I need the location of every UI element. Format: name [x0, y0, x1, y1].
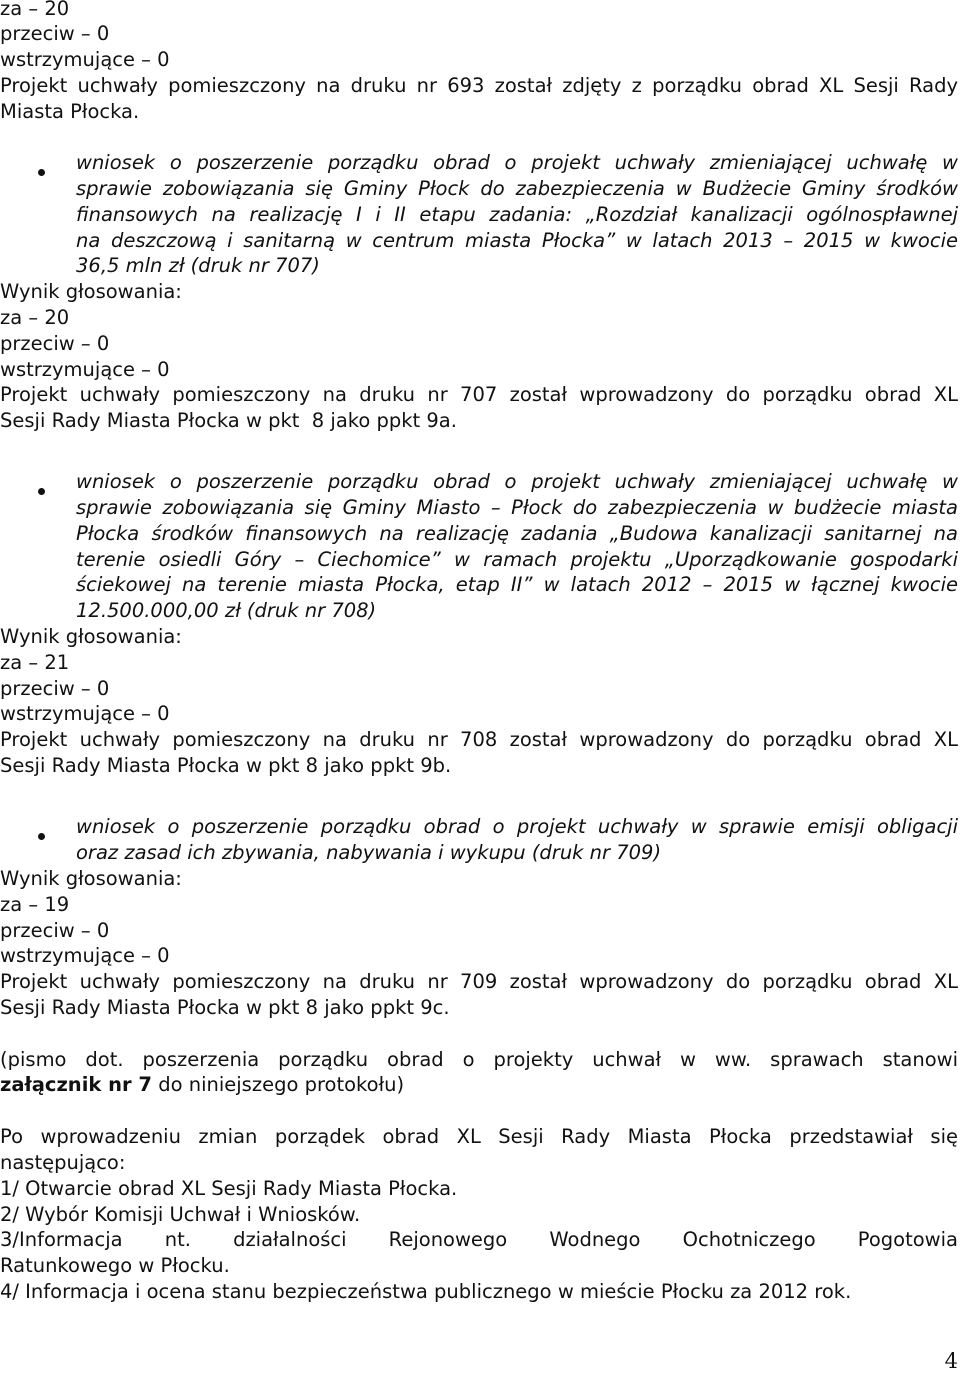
- vote-abstain: wstrzymujące – 0: [0, 702, 170, 725]
- bullet-icon: [38, 169, 45, 176]
- motion-line: 36,5 mln zł (druk nr 707): [76, 254, 320, 277]
- attachment-note: [0, 1072, 404, 1098]
- motion-line: sprawie zobowiązania się Gminy Miasto – Płock do zabezpieczenia w budżecie miasta: [76, 496, 958, 519]
- vote-result-heading: Wynik głosowania:: [0, 280, 182, 303]
- agenda-item: 4/ Informacja i ocena stanu bezpieczeństwa publicznego w mieście Płocku za 2012 rok.: [0, 1280, 852, 1303]
- motion-line: wniosek o poszerzenie porządku obrad o projekt uchwały zmieniającej uchwałę w: [76, 151, 958, 174]
- resolution-text: Miasta Płocka.: [0, 100, 140, 123]
- vote-for: za – 19: [0, 893, 70, 916]
- motion-line: Płocka środków finansowych na realizację zadania „Budowa kanalizacji sanitarnej na: [76, 522, 958, 545]
- motion-line: ściekowej na terenie miasta Płocka, etap II” w latach 2012 – 2015 w łącznej kwocie: [76, 573, 958, 596]
- vote-for: za – 20: [0, 306, 70, 329]
- agenda-item: Ratunkowego w Płocku.: [0, 1254, 230, 1277]
- vote-against: przeciw – 0: [0, 22, 110, 45]
- motion-line: wniosek o poszerzenie porządku obrad o projekt uchwały zmieniającej uchwałę w: [76, 470, 958, 493]
- motion-line: na deszczową i sanitarną w centrum miasta Płocka” w latach 2013 – 2015 w kwocie: [76, 229, 958, 252]
- agenda-item: 1/ Otwarcie obrad XL Sesji Rady Miasta Płocka.: [0, 1177, 458, 1200]
- attachment-ref: załącznik nr 7: [0, 1073, 152, 1096]
- resolution-text: Sesji Rady Miasta Płocka w pkt 8 jako ppkt 9c.: [0, 996, 450, 1019]
- bullet-icon: [38, 488, 45, 495]
- agenda-item: 2/ Wybór Komisji Uchwał i Wniosków.: [0, 1203, 361, 1226]
- motion-line: wniosek o poszerzenie porządku obrad o projekt uchwały w sprawie emisji obligacji: [76, 815, 958, 838]
- resolution-text: Sesji Rady Miasta Płocka w pkt 8 jako ppkt 9b.: [0, 754, 452, 777]
- attachment-note: (pismo dot. poszerzenia porządku obrad o projekty uchwał w ww. sprawach stanowi: [0, 1048, 958, 1071]
- vote-against: przeciw – 0: [0, 677, 110, 700]
- motion-line: sprawie zobowiązania się Gminy Płock do zabezpieczenia w Budżecie Gminy środków: [76, 177, 958, 200]
- attachment-note-rest: do niniejszego protokołu): [152, 1073, 405, 1096]
- agenda-item: 3/Informacja nt. działalności Rejonowego Wodnego Ochotniczego Pogotowia: [0, 1228, 958, 1251]
- motion-line: finansowych na realizację I i II etapu zadania: „Rozdział kanalizacji ogólnospławnej: [76, 203, 958, 226]
- resolution-text: Sesji Rady Miasta Płocka w pkt 8 jako ppkt 9a.: [0, 409, 457, 432]
- vote-against: przeciw – 0: [0, 332, 110, 355]
- vote-abstain: wstrzymujące – 0: [0, 48, 170, 71]
- motion-line: oraz zasad ich zbywania, nabywania i wykupu (druk nr 709): [76, 841, 662, 864]
- vote-abstain: wstrzymujące – 0: [0, 358, 170, 381]
- agenda-intro: następująco:: [0, 1151, 126, 1174]
- vote-result-heading: Wynik głosowania:: [0, 625, 182, 648]
- bullet-icon: [38, 833, 45, 840]
- motion-line: terenie osiedli Góry – Ciechomice” w ramach projektu „Uporządkowanie gospodarki: [76, 548, 958, 571]
- page-number: 4: [944, 1349, 958, 1373]
- vote-result-heading: Wynik głosowania:: [0, 867, 182, 890]
- vote-for: za – 20: [0, 0, 70, 20]
- agenda-intro: Po wprowadzeniu zmian porządek obrad XL Sesji Rady Miasta Płocka przedstawiał się: [0, 1125, 958, 1148]
- vote-against: przeciw – 0: [0, 919, 110, 942]
- motion-line: 12.500.000,00 zł (druk nr 708): [76, 599, 377, 622]
- resolution-text: Projekt uchwały pomieszczony na druku nr 693 został zdjęty z porządku obrad XL Sesji Rady: [0, 74, 958, 97]
- vote-abstain: wstrzymujące – 0: [0, 944, 170, 967]
- resolution-text: Projekt uchwały pomieszczony na druku nr 707 został wprowadzony do porządku obrad XL: [0, 383, 958, 406]
- resolution-text: Projekt uchwały pomieszczony na druku nr 709 został wprowadzony do porządku obrad XL: [0, 970, 958, 993]
- resolution-text: Projekt uchwały pomieszczony na druku nr 708 został wprowadzony do porządku obrad XL: [0, 728, 958, 751]
- vote-for: za – 21: [0, 651, 70, 674]
